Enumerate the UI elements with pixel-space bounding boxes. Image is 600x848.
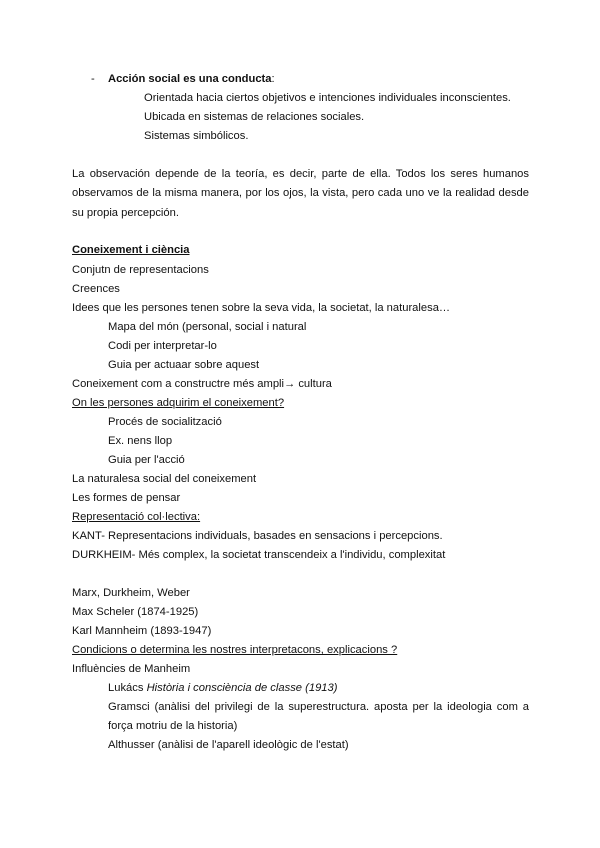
section-heading: Acción social es una conducta xyxy=(108,73,272,85)
subheading: Condicions o determina les nostres interpretacons, explicacions ? xyxy=(72,644,398,656)
list-item: Guia per l'acció xyxy=(108,454,185,466)
bullet-dash: - xyxy=(91,73,95,85)
list-item: Gramsci (anàlisi del privilegi de la superestructura. aposta per la ideologia com a xyxy=(108,701,529,713)
text-line: Influències de Manheim xyxy=(72,663,191,675)
text-line: KANT- Representacions individuals, basades en sensacions i percepcions. xyxy=(72,530,443,542)
heading-colon: : xyxy=(271,73,275,85)
list-item: Guia per actuaar sobre aquest xyxy=(108,359,260,371)
text-line: Conjutn de representacions xyxy=(72,264,209,276)
lukacs-work: Història i consciència de classe (1913) xyxy=(146,682,338,694)
list-item: Sistemas simbólicos. xyxy=(144,130,249,142)
text-line: Creences xyxy=(72,283,120,295)
list-item: Althusser (anàlisi de l'aparell ideològic de l'estat) xyxy=(108,739,349,751)
text-line: Marx, Durkheim, Weber xyxy=(72,587,190,599)
section-heading-line xyxy=(108,72,275,86)
text-line: Max Scheler (1874-1925) xyxy=(72,606,199,618)
text-line: Coneixement com a constructre més ampli→ cultura xyxy=(72,378,332,390)
subheading: On les persones adquirim el coneixement? xyxy=(72,397,285,409)
list-item: Codi per interpretar-lo xyxy=(108,340,217,352)
paragraph: La observación depende de la teoría, es decir, parte de ella. Todos los seres humanos observamos de la misma manera, por los ojos, la vista, pero cada uno ve la realidad desde su propia percepción. xyxy=(72,168,529,219)
lukacs-name: Lukács xyxy=(108,682,147,694)
text-line: Les formes de pensar xyxy=(72,492,181,504)
text-line: DURKHEIM- Més complex, la societat transcendeix a l'individu, complexitat xyxy=(72,549,446,561)
text-line: Idees que les persones tenen sobre la seva vida, la societat, la naturalesa… xyxy=(72,302,451,314)
section-heading: Coneixement i ciència xyxy=(72,244,190,256)
list-item: Procés de socialització xyxy=(108,416,222,428)
subheading: Representació col·lectiva: xyxy=(72,511,201,523)
list-item xyxy=(108,681,337,695)
list-item: força motriu de la historia) xyxy=(108,720,238,732)
text-line: Karl Mannheim (1893-1947) xyxy=(72,625,212,637)
list-item: Ex. nens llop xyxy=(108,435,173,447)
list-item: Mapa del món (personal, social i natural xyxy=(108,321,307,333)
list-item: Ubicada en sistemas de relaciones sociales. xyxy=(144,111,365,123)
text-line: La naturalesa social del coneixement xyxy=(72,473,257,485)
list-item: Orientada hacia ciertos objetivos e intenciones individuales inconscientes. xyxy=(144,92,511,104)
